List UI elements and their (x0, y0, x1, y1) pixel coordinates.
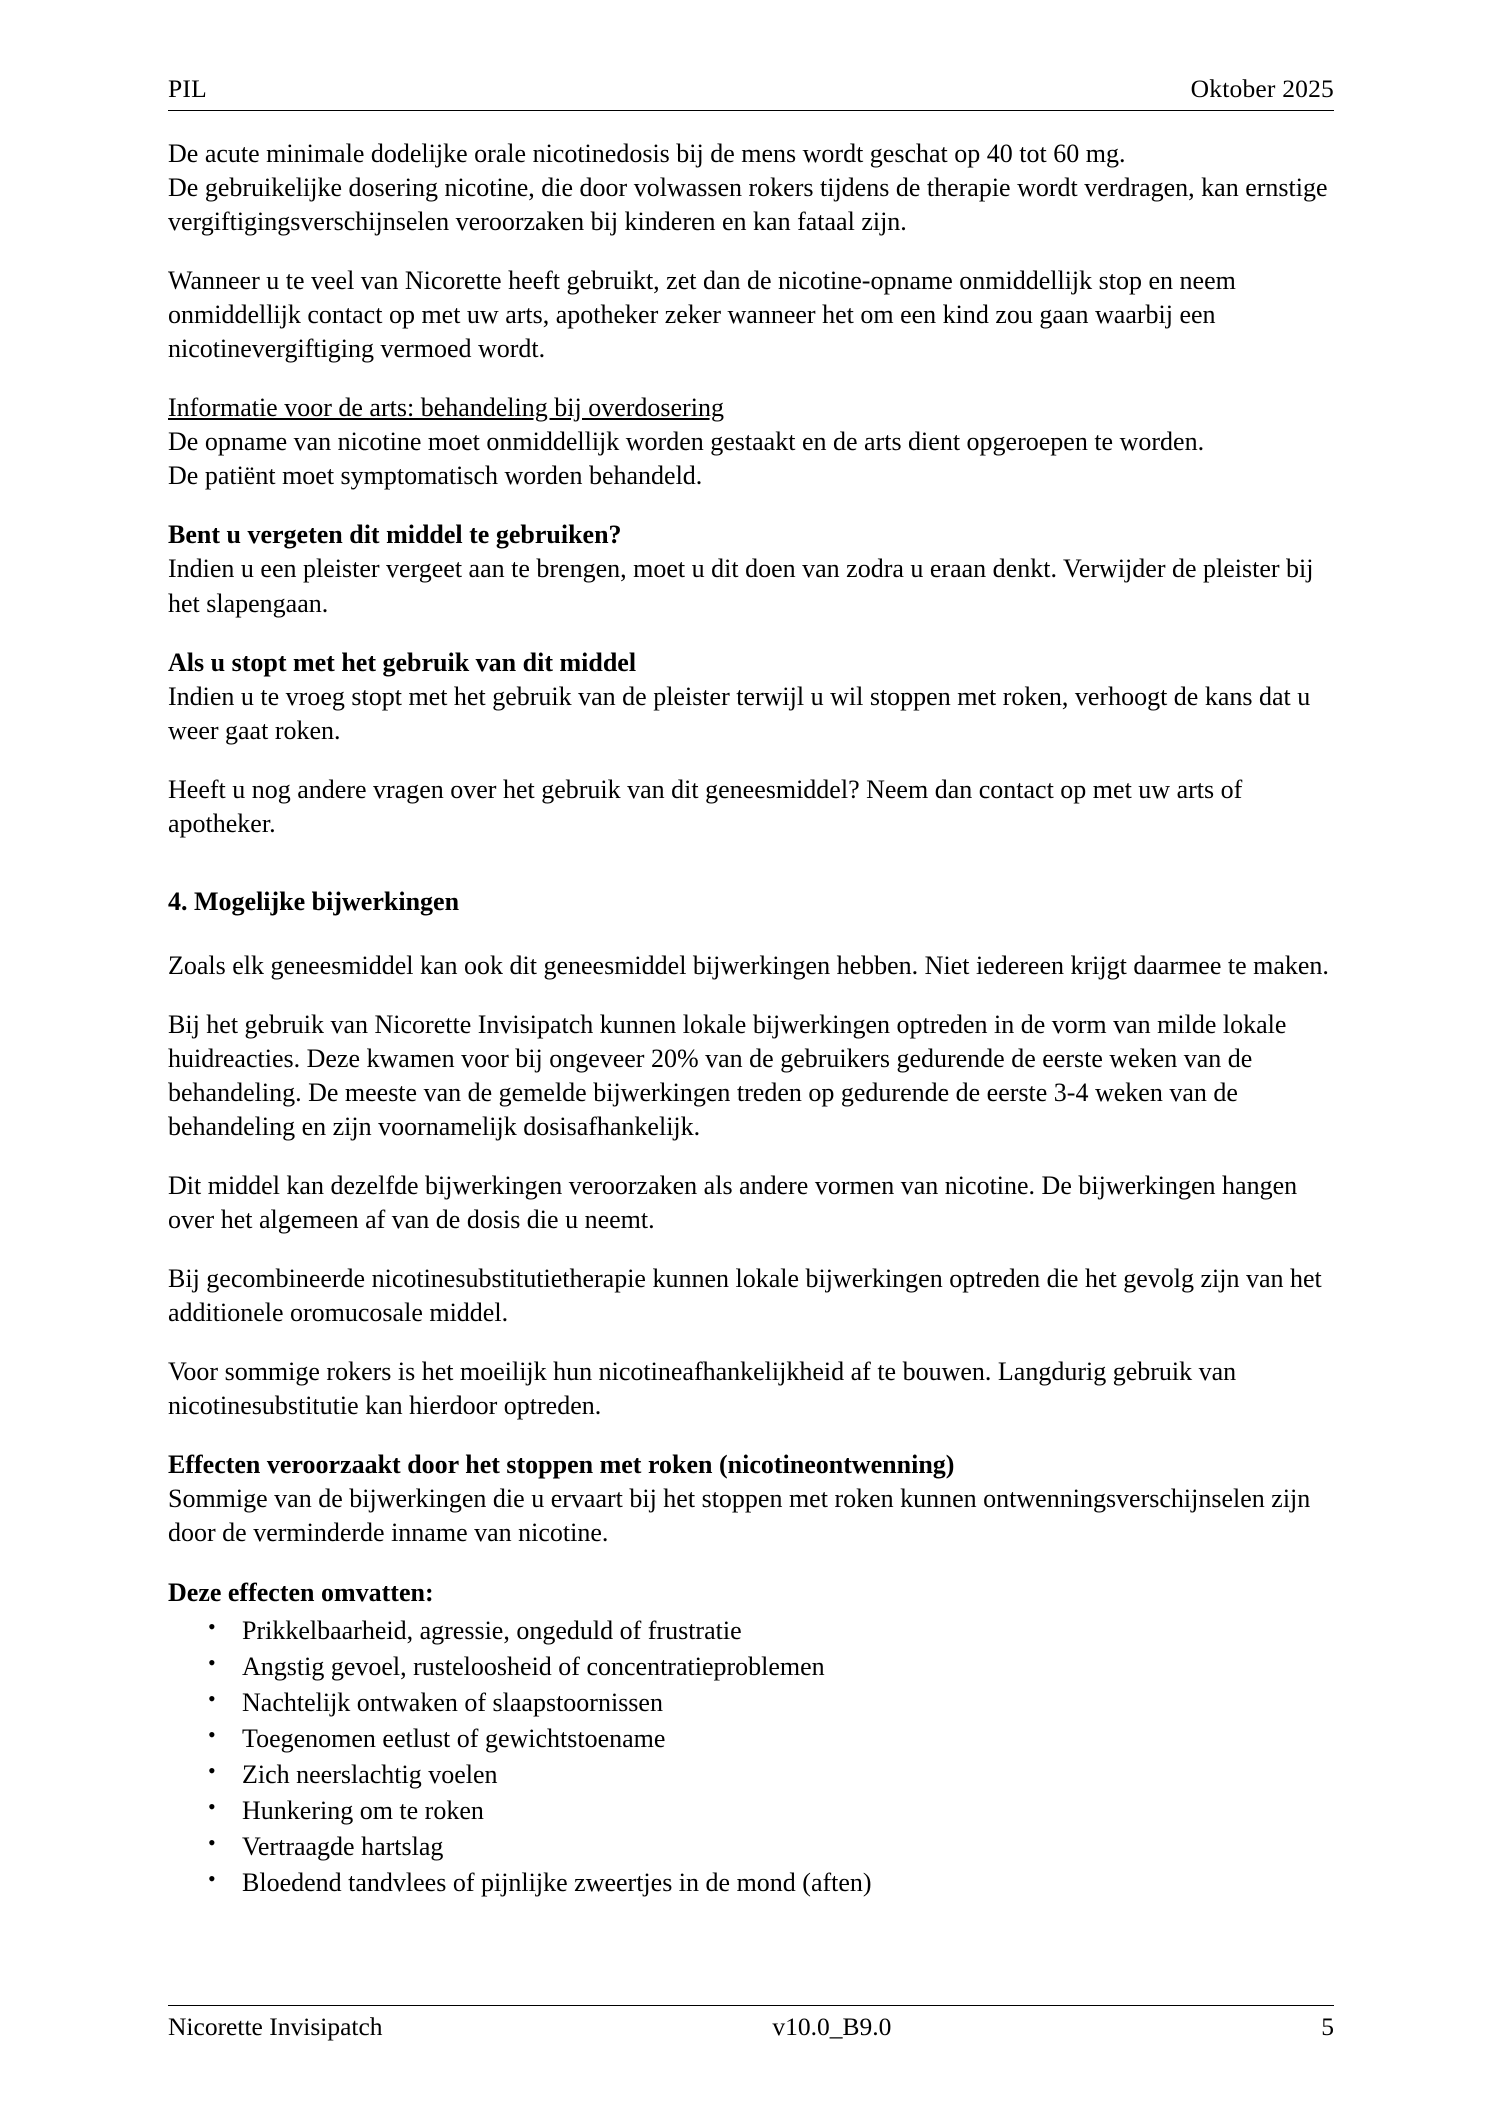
withdrawal-text: Sommige van de bijwerkingen die u ervaart bij het stoppen met roken kunnen ontwenningsverschijnselen zijn door de verminderde inname van nicotine. (168, 1484, 1311, 1548)
questions-section (168, 773, 1334, 841)
document-body (168, 137, 1334, 1900)
withdrawal-section (168, 1448, 1334, 1550)
same-effects-paragraph (168, 1169, 1334, 1237)
forgot-dose-text: Indien u een pleister vergeet aan te brengen, moet u dit doen van zodra u eraan denkt. Verwijder de pleister bij het slapengaan. (168, 554, 1314, 618)
list-item: • Nachtelijk ontwaken of slaapstoornissen (168, 1686, 1334, 1720)
stopping-section (168, 646, 1334, 748)
list-item: • Hunkering om te roken (168, 1794, 1334, 1828)
list-item: • Prikkelbaarheid, agressie, ongeduld of frustratie (168, 1614, 1334, 1648)
doctor-info-heading: Informatie voor de arts: behandeling bij overdosering (168, 393, 724, 423)
list-item: • Toegenomen eetlust of gewichtstoename (168, 1722, 1334, 1756)
overdose-dose-paragraph (168, 137, 1334, 239)
header-date-label: Oktober 2025 (1190, 74, 1334, 103)
list-item: • Zich neerslachtig voelen (168, 1758, 1334, 1792)
footer-version: v10.0_B9.0 (772, 2012, 892, 2041)
forgot-dose-section (168, 518, 1334, 620)
local-reactions-paragraph (168, 1008, 1334, 1144)
side-effects-intro (168, 949, 1334, 983)
footer-page-number: 5 (1321, 2012, 1334, 2041)
section-4-heading: 4. Mogelijke bijwerkingen (168, 886, 460, 916)
forgot-dose-heading: Bent u vergeten dit middel te gebruiken? (168, 520, 622, 550)
page-footer (168, 2005, 1334, 2042)
questions-text: Heeft u nog andere vragen over het gebruik van dit geneesmiddel? Neem dan contact op met uw arts of apotheker. (168, 774, 1243, 838)
doctor-info-section (168, 391, 1334, 493)
list-item: • Vertraagde hartslag (168, 1830, 1334, 1864)
combined-therapy-text: Bij gecombineerde nicotinesubstitutietherapie kunnen lokale bijwerkingen optreden die het gevolg zijn van het additionele oromucosale middel. (168, 1264, 1322, 1328)
stopping-text: Indien u te vroeg stopt met het gebruik van de pleister terwijl u wil stoppen met roken, verhoogt de kans dat u weer gaat roken. (168, 681, 1311, 745)
too-much-paragraph (168, 264, 1334, 366)
withdrawal-list-heading: Deze effecten omvatten: (168, 1577, 434, 1607)
header-left-label: PIL (168, 74, 207, 103)
doctor-info-line-1: De opname van nicotine moet onmiddellijk worden gestaakt en de arts dient opgeroepen te worden. (168, 427, 1205, 457)
dependency-paragraph (168, 1355, 1334, 1423)
overdose-line-1: De acute minimale dodelijke orale nicotinedosis bij de mens wordt geschat op 40 tot 60 mg. (168, 139, 1126, 168)
overdose-line-2: De gebruikelijke dosering nicotine, die door volwassen rokers tijdens de therapie wordt verdragen, kan ernstige vergiftigingsverschijnselen veroorzaken bij kinderen en kan fataal zijn. (168, 173, 1328, 237)
same-effects-text: Dit middel kan dezelfde bijwerkingen veroorzaken als andere vormen van nicotine. De bijwerkingen hangen over het algemeen af van de dosis die u neemt. (168, 1171, 1298, 1235)
withdrawal-list-section (168, 1576, 1334, 1900)
doctor-info-line-2: De patiënt moet symptomatisch worden behandeld. (168, 461, 703, 491)
footer-product-name: Nicorette Invisipatch (168, 2012, 383, 2041)
combined-therapy-paragraph (168, 1262, 1334, 1330)
withdrawal-heading: Effecten veroorzaakt door het stoppen met roken (nicotineontwenning) (168, 1450, 955, 1480)
list-item: • Bloedend tandvlees of pijnlijke zweertjes in de mond (aften) (168, 1866, 1334, 1900)
list-item: • Angstig gevoel, rusteloosheid of concentratieproblemen (168, 1650, 1334, 1684)
too-much-text: Wanneer u te veel van Nicorette heeft gebruikt, zet dan de nicotine-opname onmiddellijk stop en neem onmiddellijk contact op met uw arts, apotheker zeker wanneer het om een kind zou gaan waarbij een nicotinevergiftiging vermoed wordt. (168, 266, 1236, 364)
stopping-heading: Als u stopt met het gebruik van dit middel (168, 647, 637, 677)
side-effects-intro-text: Zoals elk geneesmiddel kan ook dit geneesmiddel bijwerkingen hebben. Niet iedereen krijgt daarmee te maken. (168, 950, 1329, 980)
withdrawal-effects-list (168, 1614, 1334, 1900)
dependency-text: Voor sommige rokers is het moeilijk hun nicotineafhankelijkheid af te bouwen. Langdurig gebruik van nicotinesubstitutie kan hierdoor optreden. (168, 1357, 1237, 1421)
local-reactions-text: Bij het gebruik van Nicorette Invisipatch kunnen lokale bijwerkingen optreden in de vorm van milde lokale huidreacties. Deze kwamen voor bij ongeveer 20% van de gebruikers gedurende de eerste weken van de behandeling. De meeste van de gemelde bijwerkingen treden op gedurende de eerste 3-4 weken van de behandeling en zijn voornamelijk dosisafhankelijk. (168, 1009, 1287, 1142)
page-header (168, 74, 1334, 111)
